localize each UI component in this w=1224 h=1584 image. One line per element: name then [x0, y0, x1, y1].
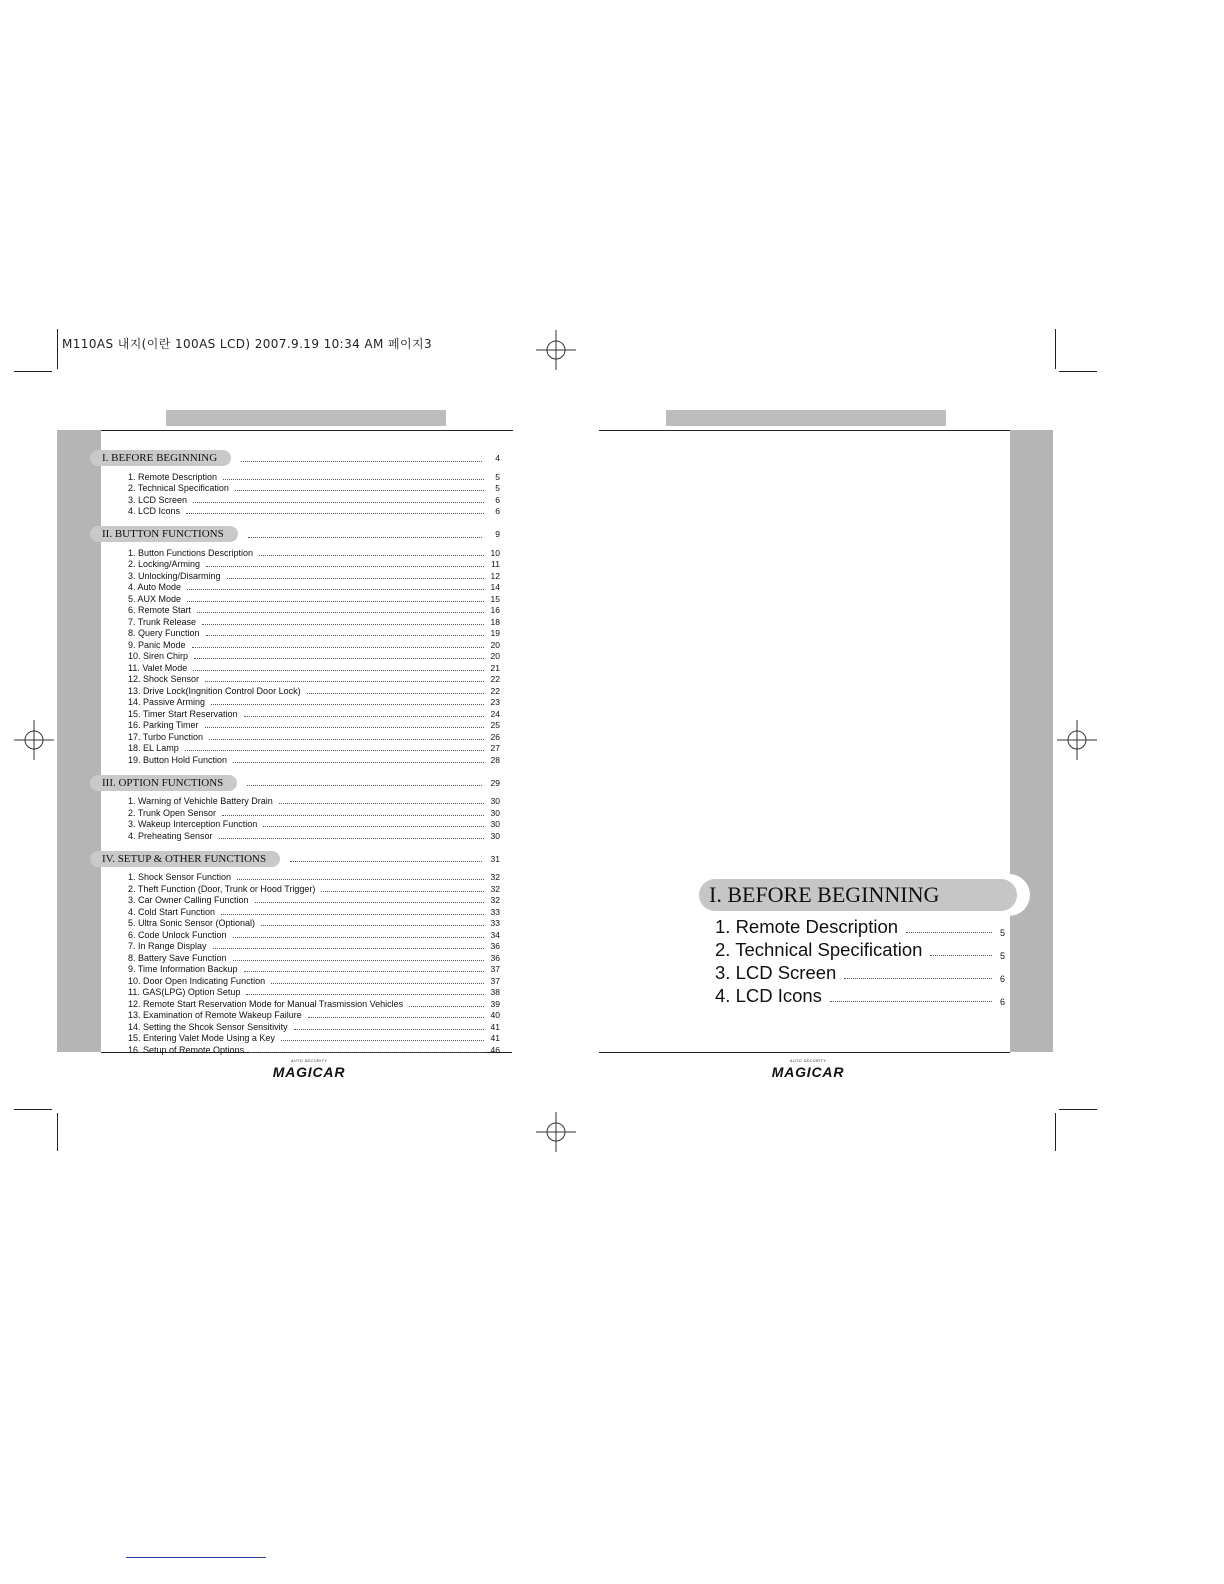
entry-label: 4. LCD Icons	[715, 985, 822, 1006]
registration-mark-icon	[536, 330, 576, 370]
page-number: 16	[490, 605, 500, 615]
page-number: 31	[490, 853, 500, 864]
page-number: 12	[490, 570, 500, 581]
toc-section[interactable]	[90, 774, 500, 792]
page-number: 6	[495, 494, 500, 505]
page-number: 32	[490, 895, 500, 905]
toc-entry[interactable]	[90, 482, 500, 494]
page-number: 20	[490, 639, 500, 650]
toc-entry[interactable]	[90, 604, 500, 616]
page-number: 9	[495, 529, 500, 539]
page-number: 33	[490, 906, 500, 917]
registration-mark-icon	[1057, 720, 1097, 760]
toc-entry[interactable]	[90, 963, 500, 975]
page-number: 24	[490, 708, 500, 719]
leader-dots	[206, 566, 484, 567]
leader-dots	[209, 739, 484, 740]
leader-dots	[248, 537, 482, 538]
leader-dots	[930, 955, 992, 956]
toc-entry[interactable]	[90, 719, 500, 731]
toc-entry[interactable]	[90, 882, 500, 894]
entry-label: 16. Setup of Remote Options	[128, 1044, 245, 1055]
entry-label: 3. LCD Screen	[128, 494, 188, 505]
toc-entry[interactable]	[90, 505, 500, 517]
entry-label: 9. Time Information Backup	[128, 964, 238, 974]
entry-label: 11. GAS(LPG) Option Setup	[128, 987, 241, 997]
logo-tagline: AUTO SECURITY	[789, 1058, 827, 1063]
entry-label: 4. Preheating Sensor	[128, 830, 213, 841]
page-number: 30	[490, 819, 500, 829]
leader-dots	[222, 815, 484, 816]
entry-label: 3. Car Owner Calling Function	[128, 895, 249, 905]
toc-entry[interactable]	[90, 470, 500, 482]
page-number: 39	[490, 998, 500, 1009]
page-number: 10	[490, 547, 500, 558]
leader-dots	[213, 948, 484, 949]
entry-label: 7. Trunk Release	[128, 616, 197, 627]
page-number: 5	[495, 483, 500, 493]
chapter-entry[interactable]	[715, 938, 1005, 961]
entry-label: 8. Query Function	[128, 628, 200, 638]
leader-dots	[187, 601, 484, 602]
leader-dots	[192, 647, 484, 648]
entry-label: 10. Door Open Indicating Function	[128, 975, 266, 986]
chapter-entry[interactable]	[715, 984, 1005, 1007]
leader-dots	[244, 971, 484, 972]
leader-dots	[244, 716, 484, 717]
toc-entry[interactable]	[90, 730, 500, 742]
page-number: 27	[490, 743, 500, 753]
chapter-entry[interactable]	[715, 915, 1005, 938]
entry-label: 11. Valet Mode	[128, 662, 188, 673]
entry-label: 5. AUX Mode	[128, 593, 182, 604]
page-number: 30	[490, 796, 500, 806]
leader-dots	[830, 1001, 992, 1002]
entry-label: 2. Locking/Arming	[128, 559, 201, 569]
bottom-rule	[599, 1052, 1010, 1053]
page-number: 22	[490, 685, 500, 696]
page-number: 29	[490, 777, 500, 788]
leader-dots	[246, 994, 484, 995]
entry-label: 7. In Range Display	[128, 941, 207, 951]
toc-entry[interactable]	[90, 997, 500, 1009]
page-number: 25	[490, 720, 500, 730]
toc-entry[interactable]	[90, 753, 500, 765]
entry-label: 4. Cold Start Function	[128, 906, 216, 917]
toc-entry[interactable]	[90, 951, 500, 963]
entry-label: 10. Siren Chirp	[128, 651, 189, 661]
leader-dots	[233, 762, 484, 763]
toc-entry[interactable]	[90, 829, 500, 841]
toc-entry[interactable]	[90, 742, 500, 754]
entry-label: 3. Wakeup Interception Function	[128, 819, 258, 829]
toc-entry[interactable]	[90, 546, 500, 558]
entry-label: 18. EL Lamp	[128, 743, 179, 753]
leader-dots	[205, 681, 484, 682]
toc-entry[interactable]	[90, 696, 500, 708]
leader-dots	[290, 861, 482, 862]
page-number: 22	[490, 674, 500, 684]
leader-dots	[307, 693, 484, 694]
leader-dots	[250, 1052, 484, 1053]
section-title: III. OPTION FUNCTIONS	[90, 775, 237, 791]
section-title: II. BUTTON FUNCTIONS	[90, 526, 238, 542]
page-number: 30	[490, 830, 500, 841]
page-number: 14	[490, 582, 500, 592]
toc-entry[interactable]	[90, 581, 500, 593]
header-bar	[166, 410, 446, 426]
entry-label: 6. Code Unlock Function	[128, 929, 227, 940]
toc-entry[interactable]	[90, 986, 500, 998]
leader-dots	[235, 490, 484, 491]
toc-entry[interactable]	[90, 558, 500, 570]
side-tab	[1010, 430, 1053, 1052]
leader-dots	[194, 658, 484, 659]
leader-dots	[844, 978, 992, 979]
entry-label: 12. Remote Start Reservation Mode for Manual Trasmission Vehicles	[128, 998, 404, 1009]
toc-entry[interactable]	[90, 569, 500, 581]
page-number: 46	[490, 1044, 500, 1055]
page-number: 15	[490, 593, 500, 604]
entry-label: 1. Warning of Vehichle Battery Drain	[128, 796, 273, 806]
toc-entry[interactable]	[90, 650, 500, 662]
printer-slug: M110AS 내지(이란 100AS LCD) 2007.9.19 10:34 AM 페이지3	[62, 337, 432, 351]
leader-dots	[223, 479, 484, 480]
entry-label: 5. Ultra Sonic Sensor (Optional)	[128, 918, 256, 928]
entry-label: 2. Theft Function (Door, Trunk or Hood Trigger)	[128, 883, 316, 894]
toc-entry[interactable]	[90, 1020, 500, 1032]
entry-label: 4. LCD Icons	[128, 506, 181, 516]
toc-entry[interactable]	[90, 894, 500, 906]
toc-entry[interactable]	[90, 661, 500, 673]
chapter-entry[interactable]	[715, 961, 1005, 984]
entry-label: 1. Shock Sensor Function	[128, 872, 232, 882]
entry-label: 9. Panic Mode	[128, 639, 186, 650]
entry-label: 8. Battery Save Function	[128, 952, 227, 963]
page-number: 36	[490, 952, 500, 963]
table-of-contents	[90, 449, 500, 1055]
page-number: 5	[999, 928, 1005, 938]
toc-section[interactable]	[90, 525, 500, 543]
entry-label: 4. Auto Mode	[128, 582, 182, 592]
leader-dots	[205, 727, 484, 728]
leader-dots	[233, 937, 484, 938]
toc-entry[interactable]	[90, 806, 500, 818]
registration-mark-icon	[14, 720, 54, 760]
leader-dots	[241, 461, 482, 462]
toc-entry[interactable]	[90, 615, 500, 627]
page-number: 33	[490, 918, 500, 928]
page-number: 20	[490, 651, 500, 661]
entry-label: 13. Drive Lock(Ingnition Control Door Lock)	[128, 685, 301, 696]
page-number: 32	[490, 883, 500, 894]
top-rule	[101, 430, 513, 431]
section-title: I. BEFORE BEGINNING	[90, 450, 231, 466]
toc-entry[interactable]	[90, 1009, 500, 1021]
entry-label: 2. Technical Specification	[128, 483, 229, 493]
page-number: 6	[999, 997, 1005, 1007]
leader-dots	[185, 750, 484, 751]
toc-entry[interactable]	[90, 673, 500, 685]
entry-label: 3. LCD Screen	[715, 962, 837, 983]
toc-entry[interactable]	[90, 684, 500, 696]
entry-label: 12. Shock Sensor	[128, 674, 200, 684]
entry-label: 1. Remote Description	[715, 916, 899, 937]
registration-mark-icon	[536, 1112, 576, 1152]
page-number: 23	[490, 697, 500, 707]
page-number: 21	[490, 662, 500, 673]
leader-dots	[233, 960, 484, 961]
page-number: 41	[490, 1021, 500, 1032]
toc-entry[interactable]	[90, 928, 500, 940]
leader-dots	[271, 983, 484, 984]
page-number: 18	[490, 616, 500, 627]
entry-label: 14. Setting the Shcok Sensor Sensitivity	[128, 1021, 288, 1032]
toc-entry[interactable]	[90, 493, 500, 505]
entry-label: 17. Turbo Function	[128, 731, 204, 742]
toc-entry[interactable]	[90, 974, 500, 986]
toc-entry[interactable]	[90, 905, 500, 917]
entry-label: 6. Remote Start	[128, 605, 192, 615]
leader-dots	[206, 635, 484, 636]
page-number: 40	[490, 1010, 500, 1020]
toc-entry[interactable]	[90, 638, 500, 650]
toc-entry[interactable]	[90, 795, 500, 807]
page-number: 5	[495, 471, 500, 482]
page-number: 28	[490, 754, 500, 765]
leader-dots	[237, 879, 484, 880]
page-number: 30	[490, 807, 500, 818]
entry-label: 2. Trunk Open Sensor	[128, 807, 217, 818]
toc-entry[interactable]	[90, 1043, 500, 1055]
leader-dots	[193, 502, 484, 503]
toc-entry[interactable]	[90, 871, 500, 883]
page-number: 26	[490, 731, 500, 742]
leader-dots	[255, 902, 484, 903]
page-number: 6	[495, 506, 500, 516]
toc-entry[interactable]	[90, 818, 500, 830]
toc-entry[interactable]	[90, 1032, 500, 1044]
leader-dots	[281, 1040, 484, 1041]
leader-dots	[906, 932, 992, 933]
toc-entry[interactable]	[90, 940, 500, 952]
chapter-title: I. BEFORE BEGINNING	[699, 879, 1017, 911]
leader-dots	[261, 925, 484, 926]
leader-dots	[187, 589, 484, 590]
page-number: 32	[490, 872, 500, 882]
leader-dots	[211, 704, 484, 705]
magicar-logo	[758, 1058, 858, 1080]
chapter-contents	[715, 915, 1005, 1007]
leader-dots	[227, 578, 484, 579]
entry-label: 13. Examination of Remote Wakeup Failure	[128, 1010, 302, 1020]
page-number: 6	[999, 974, 1005, 984]
leader-dots	[197, 612, 484, 613]
bottom-underline	[126, 1557, 266, 1558]
leader-dots	[308, 1017, 484, 1018]
logo-wordmark: MAGICAR	[771, 1064, 845, 1080]
entry-label: 14. Passive Arming	[128, 697, 206, 707]
leader-dots	[186, 513, 484, 514]
logo-wordmark: MAGICAR	[272, 1064, 346, 1080]
leader-dots	[221, 914, 484, 915]
page-number: 37	[490, 964, 500, 974]
section-title: IV. SETUP & OTHER FUNCTIONS	[90, 851, 280, 867]
entry-label: 15. Entering Valet Mode Using a Key	[128, 1033, 275, 1043]
entry-label: 2. Technical Specification	[715, 939, 923, 960]
entry-label: 3. Unlocking/Disarming	[128, 570, 221, 581]
entry-label: 1. Button Functions Description	[128, 547, 254, 558]
header-bar	[666, 410, 946, 426]
top-rule	[599, 430, 1010, 431]
leader-dots	[263, 826, 484, 827]
logo-tagline: AUTO SECURITY	[290, 1058, 328, 1063]
toc-section[interactable]	[90, 850, 500, 868]
toc-entry[interactable]	[90, 592, 500, 604]
page-number: 4	[495, 453, 500, 463]
entry-label: 15. Timer Start Reservation	[128, 708, 238, 719]
leader-dots	[279, 803, 484, 804]
leader-dots	[193, 670, 484, 671]
leader-dots	[259, 555, 484, 556]
leader-dots	[321, 891, 484, 892]
leader-dots	[247, 785, 482, 786]
leader-dots	[294, 1029, 484, 1030]
leader-dots	[219, 838, 484, 839]
leader-dots	[409, 1006, 484, 1007]
page-number: 34	[490, 929, 500, 940]
toc-entry[interactable]	[90, 917, 500, 929]
page-number: 36	[490, 941, 500, 951]
magicar-logo	[259, 1058, 359, 1080]
page-number: 41	[490, 1033, 500, 1043]
leader-dots	[202, 624, 484, 625]
entry-label: 19. Button Hold Function	[128, 754, 228, 765]
page-number: 37	[490, 975, 500, 986]
toc-section[interactable]	[90, 449, 500, 467]
entry-label: 16. Parking Timer	[128, 720, 199, 730]
entry-label: 1. Remote Description	[128, 471, 218, 482]
page-number: 11	[491, 559, 500, 569]
toc-entry[interactable]	[90, 707, 500, 719]
page-number: 38	[490, 987, 500, 997]
page-number: 5	[999, 951, 1005, 961]
toc-entry[interactable]	[90, 627, 500, 639]
page-number: 19	[490, 628, 500, 638]
